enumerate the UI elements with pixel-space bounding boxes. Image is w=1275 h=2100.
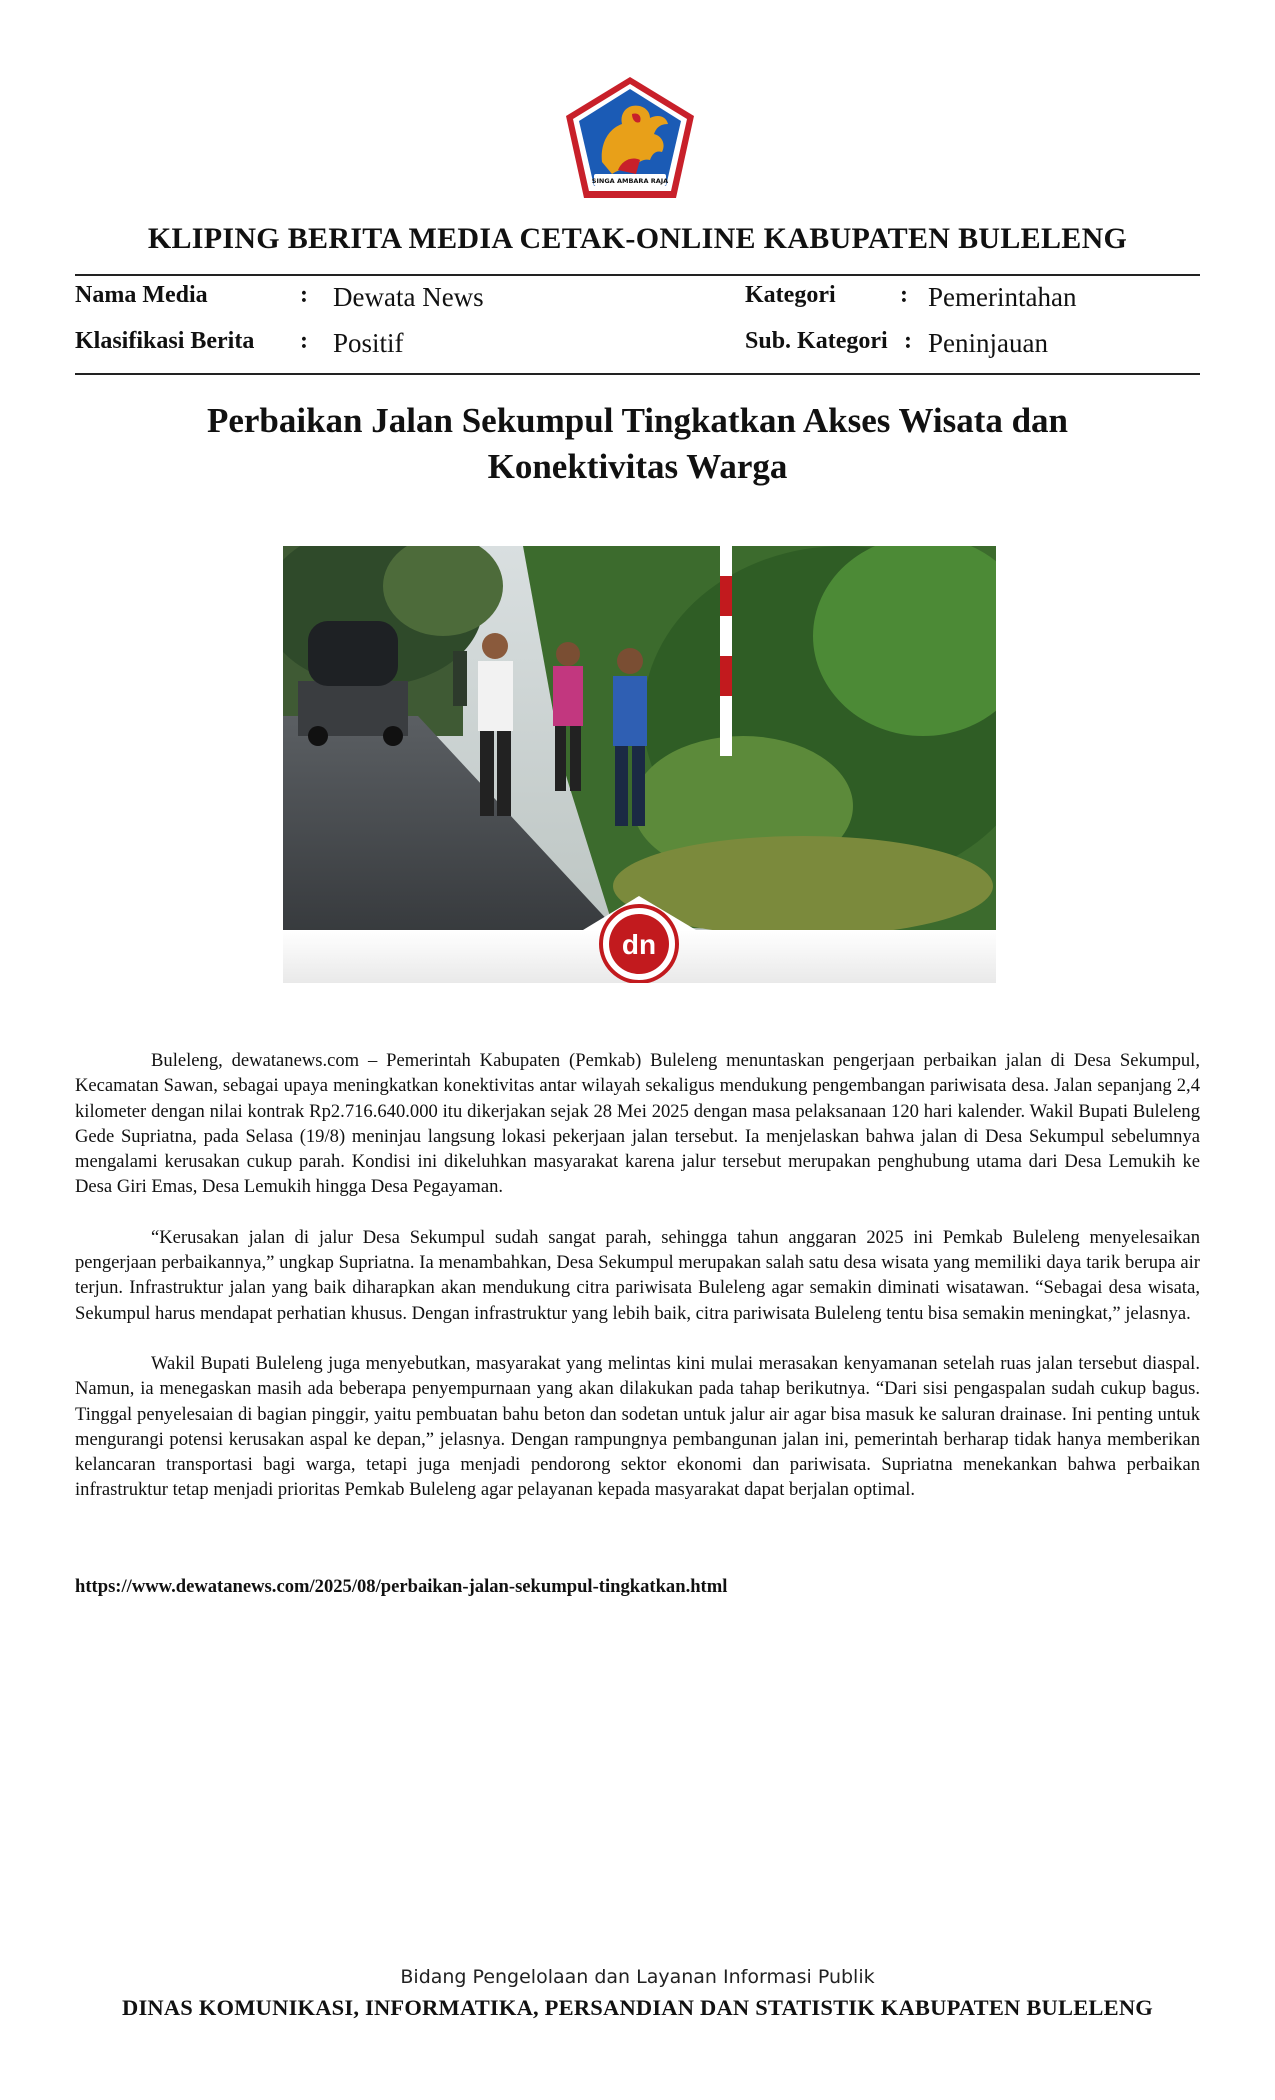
- buleleng-crest-logo: [562, 74, 698, 202]
- article-paragraph-3: Wakil Bupati Buleleng juga menyebutkan, masyarakat yang melintas kini mulai merasakan kenyamanan setelah ruas jalan tersebut diaspal. Namun, ia menegaskan masih ada beberapa penyempurnaan yang akan dilakukan pada tahap berikutnya. “Dari sisi pengaspalan sudah cukup bagus. Tinggal penyelesaian di bagian pinggir, yaitu pembuatan bahu beton dan sodetan untuk jalur air agar bisa masuk ke saluran drainase. Ini penting untuk mengurangi potensi kerusakan aspal ke depan,” jelasnya. Dengan rampungnya pembangunan jalan ini, pemerintah berharap tidak hanya memberikan kelancaran transportasi bagi warga, tetapi juga menjadi pendorong sektor ekonomi dan pariwisata. Supriatna menekankan bahwa perbaikan infrastruktur tetap menjadi prioritas Pemkab Buleleng agar pelayanan kepada masyarakat dapat berjalan optimal.: [75, 1352, 1200, 1501]
- media-name-value: Dewata News: [333, 282, 484, 312]
- subcategory-value: Peninjauan: [928, 328, 1048, 358]
- article-paragraph-1: Buleleng, dewatanews.com – Pemerintah Kabupaten (Pemkab) Buleleng menuntaskan pengerjaan perbaikan jalan di Desa Sekumpul, Kecamatan Sawan, sebagai upaya meningkatkan konektivitas antar wilayah sekaligus mendukung pengembangan pariwisata desa. Jalan sepanjang 2,4 kilometer dengan nilai kontrak Rp2.716.640.000 itu dikerjakan sejak 28 Mei 2025 dengan masa pelaksanaan 120 hari kalender. Wakil Bupati Buleleng Gede Supriatna, pada Selasa (19/8) meninjau langsung lokasi pekerjaan jalan tersebut. Ia menjelaskan bahwa jalan di Desa Sekumpul sebelumnya mengalami kerusakan cukup parah. Kondisi ini dikeluhkan masyarakat karena jalur tersebut merupakan penghubung utama dari Desa Lemukih ke Desa Giri Emas, Desa Lemukih hingga Desa Pegayaman.: [75, 1050, 1200, 1198]
- category-label: Kategori: [745, 282, 836, 308]
- footer-department: Bidang Pengelolaan dan Layanan Informasi Publik: [400, 1966, 875, 1988]
- article-body: [75, 1048, 1200, 1528]
- footer-agency: DINAS KOMUNIKASI, INFORMATIKA, PERSANDIAN DAN STATISTIK KABUPATEN BULELENG: [122, 1995, 1153, 2020]
- document-header-title: KLIPING BERITA MEDIA CETAK-ONLINE KABUPATEN BULELENG: [147, 222, 1128, 255]
- article-photo: [283, 546, 996, 983]
- classification-value: Positif: [333, 328, 404, 358]
- photo-logo-text: dn: [621, 929, 657, 960]
- media-name-label: Nama Media: [75, 282, 208, 308]
- category-value: Pemerintahan: [928, 282, 1077, 312]
- classification-colon: :: [300, 328, 308, 354]
- subcategory-colon: :: [904, 328, 912, 354]
- article-paragraph-2: “Kerusakan jalan di jalur Desa Sekumpul sudah sangat parah, sehingga tahun anggaran 2025 ini Pemkab Buleleng menyelesaikan pengerjaan perbaikannya,” ungkap Supriatna. Ia menambahkan, Desa Sekumpul merupakan salah satu desa wisata yang memiliki daya tarik berupa air terjun. Infrastruktur jalan yang baik diharapkan akan mendukung citra pariwisata Buleleng agar semakin diminati wisatawan. “Sebagai desa wisata, Sekumpul harus mendapat perhatian khusus. Dengan infrastruktur yang lebih baik, citra pariwisata Buleleng tentu bisa semakin meningkat,” jelasnya.: [75, 1226, 1200, 1324]
- article-source-url[interactable]: https://www.dewatanews.com/2025/08/perbaikan-jalan-sekumpul-tingkatkan.html: [75, 1576, 728, 1597]
- subcategory-label: Sub. Kategori: [745, 328, 888, 354]
- media-name-colon: :: [300, 282, 308, 308]
- header-bottom-rule: [75, 373, 1200, 375]
- header-top-rule: [75, 274, 1200, 276]
- article-title: Perbaikan Jalan Sekumpul Tingkatkan Akses Wisata dan Konektivitas Warga: [206, 401, 1069, 486]
- category-colon: :: [900, 282, 908, 308]
- classification-label: Klasifikasi Berita: [75, 328, 255, 354]
- crest-motto-text: SINGA AMBARA RAJA: [591, 177, 669, 185]
